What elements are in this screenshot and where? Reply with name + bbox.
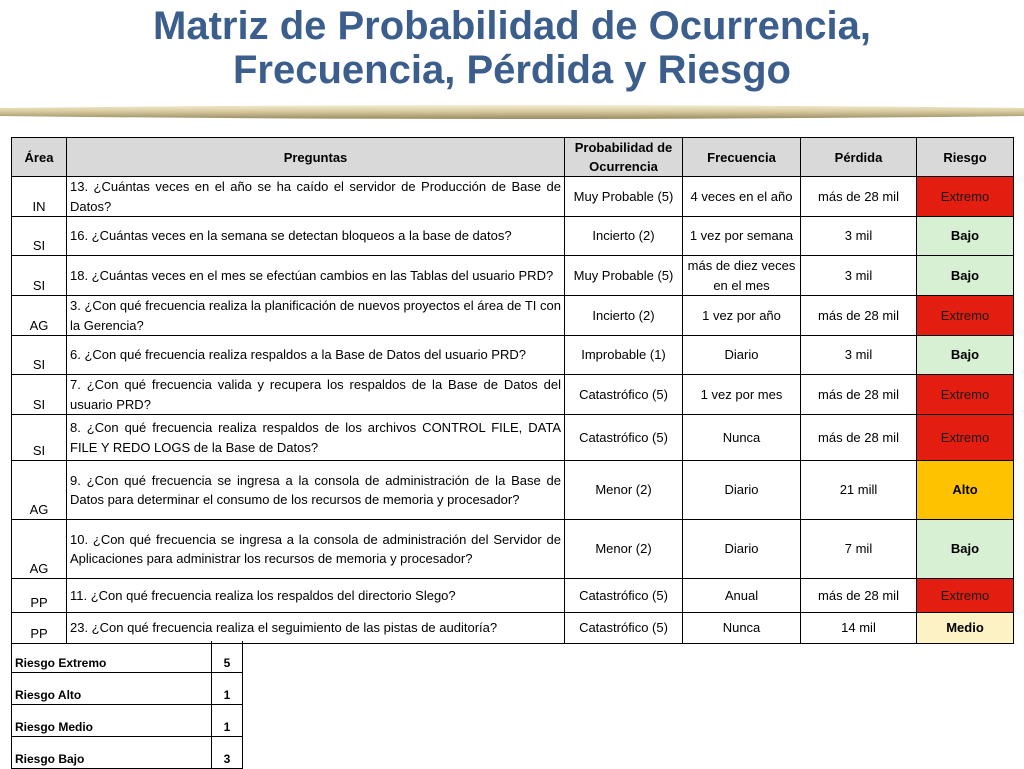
table-row [12,461,1014,520]
summary-count: 3 [212,737,243,769]
summary-label: Riesgo Bajo [12,737,212,769]
summary-count: 5 [212,641,243,673]
risk-summary-table [11,641,243,769]
cell-riesgo: Extremo [917,375,1014,415]
summary-row-medio [12,705,243,737]
cell-frecuencia: Nunca [683,415,801,461]
title-divider [0,104,1024,122]
table-row [12,415,1014,461]
table-row [12,613,1014,644]
table-header-row [12,138,1014,177]
cell-riesgo: Extremo [917,296,1014,336]
cell-riesgo: Bajo [917,256,1014,296]
cell-pregunta: 8. ¿Con qué frecuencia realiza respaldos de los archivos CONTROL FILE, DATA FILE Y REDO LOGS de la Base de Datos? [67,415,565,461]
cell-pregunta: 6. ¿Con qué frecuencia realiza respaldos a la Base de Datos del usuario PRD? [67,336,565,375]
cell-riesgo: Extremo [917,579,1014,613]
cell-probabilidad: Menor (2) [565,520,683,579]
cell-area: SI [12,256,67,296]
summary-label: Riesgo Alto [12,673,212,705]
cell-riesgo: Bajo [917,520,1014,579]
cell-probabilidad: Menor (2) [565,461,683,520]
header-riesgo: Riesgo [917,138,1014,177]
cell-perdida: 7 mil [801,520,917,579]
cell-pregunta: 13. ¿Cuántas veces en el año se ha caído el servidor de Producción de Base de Datos? [67,177,565,217]
cell-frecuencia: Diario [683,520,801,579]
cell-perdida: más de 28 mil [801,579,917,613]
cell-perdida: 3 mil [801,336,917,375]
summary-label: Riesgo Extremo [12,641,212,673]
cell-area: PP [12,613,67,644]
title-line-2: Frecuencia, Pérdida y Riesgo [233,48,791,92]
table-row [12,579,1014,613]
cell-riesgo: Extremo [917,415,1014,461]
table-row [12,520,1014,579]
cell-perdida: 3 mil [801,256,917,296]
cell-area: SI [12,415,67,461]
cell-probabilidad: Muy Probable (5) [565,177,683,217]
cell-frecuencia: Nunca [683,613,801,644]
table-row [12,336,1014,375]
header-probabilidad: Probabilidad de Ocurrencia [565,138,683,177]
cell-perdida: más de 28 mil [801,296,917,336]
cell-area: IN [12,177,67,217]
cell-frecuencia: 4 veces en el año [683,177,801,217]
header-preguntas: Preguntas [67,138,565,177]
cell-perdida: más de 28 mil [801,375,917,415]
cell-probabilidad: Catastrófico (5) [565,579,683,613]
risk-matrix-table [11,137,1014,644]
cell-pregunta: 16. ¿Cuántas veces en la semana se detectan bloqueos a la base de datos? [67,217,565,256]
cell-frecuencia: Diario [683,336,801,375]
cell-area: AG [12,461,67,520]
cell-area: SI [12,375,67,415]
summary-row-alto [12,673,243,705]
cell-perdida: más de 28 mil [801,415,917,461]
summary-row-bajo [12,737,243,769]
cell-probabilidad: Incierto (2) [565,217,683,256]
table-row [12,217,1014,256]
summary-row-extremo [12,641,243,673]
cell-riesgo: Medio [917,613,1014,644]
summary-label: Riesgo Medio [12,705,212,737]
cell-probabilidad: Improbable (1) [565,336,683,375]
cell-pregunta: 7. ¿Con qué frecuencia valida y recupera los respaldos de la Base de Datos del usuario PRD? [67,375,565,415]
cell-pregunta: 11. ¿Con qué frecuencia realiza los respaldos del directorio Slego? [67,579,565,613]
cell-area: PP [12,579,67,613]
cell-probabilidad: Catastrófico (5) [565,613,683,644]
cell-perdida: 21 mill [801,461,917,520]
cell-pregunta: 23. ¿Con qué frecuencia realiza el seguimiento de las pistas de auditoría? [67,613,565,644]
cell-probabilidad: Catastrófico (5) [565,375,683,415]
cell-area: SI [12,336,67,375]
cell-frecuencia: Diario [683,461,801,520]
cell-perdida: más de 28 mil [801,177,917,217]
cell-area: AG [12,296,67,336]
cell-riesgo: Extremo [917,177,1014,217]
cell-riesgo: Alto [917,461,1014,520]
cell-pregunta: 3. ¿Con qué frecuencia realiza la planificación de nuevos proyectos el área de TI con la Gerencia? [67,296,565,336]
header-frecuencia: Frecuencia [683,138,801,177]
cell-pregunta: 9. ¿Con qué frecuencia se ingresa a la consola de administración de la Base de Datos para determinar el consumo de los recursos de memoria y procesador? [67,461,565,520]
cell-frecuencia: más de diez veces en el mes [683,256,801,296]
cell-area: AG [12,520,67,579]
table-row [12,296,1014,336]
summary-count: 1 [212,705,243,737]
cell-perdida: 3 mil [801,217,917,256]
header-area: Área [12,138,67,177]
page-title [0,4,1024,92]
table-row [12,177,1014,217]
cell-probabilidad: Incierto (2) [565,296,683,336]
table-row [12,375,1014,415]
cell-area: SI [12,217,67,256]
cell-perdida: 14 mil [801,613,917,644]
cell-frecuencia: 1 vez por mes [683,375,801,415]
cell-riesgo: Bajo [917,217,1014,256]
cell-riesgo: Bajo [917,336,1014,375]
title-line-1: Matriz de Probabilidad de Ocurrencia, [153,4,871,48]
cell-frecuencia: 1 vez por año [683,296,801,336]
cell-probabilidad: Catastrófico (5) [565,415,683,461]
table-row [12,256,1014,296]
header-perdida: Pérdida [801,138,917,177]
cell-pregunta: 18. ¿Cuántas veces en el mes se efectúan cambios en las Tablas del usuario PRD? [67,256,565,296]
summary-count: 1 [212,673,243,705]
cell-pregunta: 10. ¿Con qué frecuencia se ingresa a la consola de administración del Servidor de Aplicaciones para administrar los recursos de memoria y procesador? [67,520,565,579]
cell-probabilidad: Muy Probable (5) [565,256,683,296]
cell-frecuencia: Anual [683,579,801,613]
cell-frecuencia: 1 vez por semana [683,217,801,256]
